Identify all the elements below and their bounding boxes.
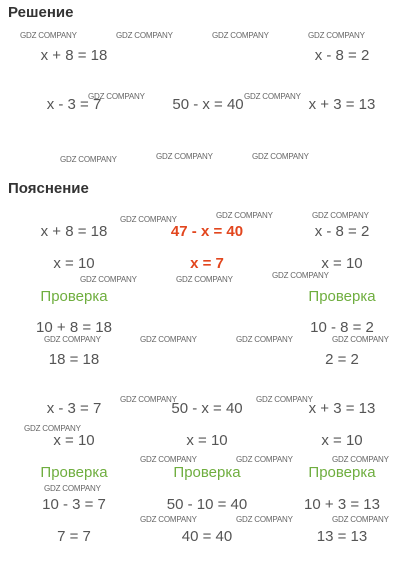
explanation-answer-right: x = 10 (321, 255, 363, 272)
watermark: GDZ COMPANY (312, 211, 369, 220)
watermark: GDZ COMPANY (256, 395, 313, 404)
check2-label-left: Проверка (40, 464, 108, 481)
check-eq-right: 10 - 8 = 2 (310, 319, 374, 336)
watermark: GDZ COMPANY (88, 92, 145, 101)
explanation2-eq-right: x + 3 = 13 (308, 400, 376, 417)
watermark: GDZ COMPANY (176, 275, 233, 284)
watermark: GDZ COMPANY (156, 152, 213, 161)
check2-label-right: Проверка (308, 464, 376, 481)
check-result-left: 18 = 18 (48, 351, 100, 368)
explanation-eq-middle: 47 - x = 40 (170, 223, 244, 240)
solution-eq-3: x - 3 = 7 (46, 96, 102, 113)
watermark: GDZ COMPANY (236, 455, 293, 464)
explanation2-eq-middle: 50 - x = 40 (171, 400, 243, 417)
watermark: GDZ COMPANY (332, 455, 389, 464)
watermark: GDZ COMPANY (60, 155, 117, 164)
watermark: GDZ COMPANY (140, 515, 197, 524)
watermark: GDZ COMPANY (332, 515, 389, 524)
explanation-answer-left: x = 10 (53, 255, 95, 272)
solution-eq-5: x + 3 = 13 (308, 96, 376, 113)
check2-result-right: 13 = 13 (316, 528, 368, 545)
watermark: GDZ COMPANY (120, 215, 177, 224)
watermark: GDZ COMPANY (44, 335, 101, 344)
explanation-heading: Пояснение (8, 180, 89, 197)
check2-eq-middle: 50 - 10 = 40 (166, 496, 248, 513)
watermark: GDZ COMPANY (236, 335, 293, 344)
watermark: GDZ COMPANY (272, 271, 329, 280)
check-eq-left: 10 + 8 = 18 (36, 319, 112, 336)
watermark: GDZ COMPANY (212, 31, 269, 40)
watermark: GDZ COMPANY (80, 275, 137, 284)
solution-heading: Решение (8, 4, 74, 21)
watermark: GDZ COMPANY (44, 484, 101, 493)
watermark: GDZ COMPANY (332, 335, 389, 344)
check-result-right: 2 = 2 (325, 351, 359, 368)
watermark: GDZ COMPANY (216, 211, 273, 220)
watermark: GDZ COMPANY (24, 424, 81, 433)
explanation2-answer-left: x = 10 (53, 432, 95, 449)
watermark: GDZ COMPANY (140, 335, 197, 344)
solution-eq-1: x + 8 = 18 (40, 47, 108, 64)
check2-eq-left: 10 - 3 = 7 (42, 496, 106, 513)
check-label-left: Проверка (40, 288, 108, 305)
watermark: GDZ COMPANY (120, 395, 177, 404)
check-label-right: Проверка (308, 288, 376, 305)
check2-result-middle: 40 = 40 (181, 528, 233, 545)
check2-eq-right: 10 + 3 = 13 (304, 496, 380, 513)
check2-result-left: 7 = 7 (57, 528, 91, 545)
watermark: GDZ COMPANY (20, 31, 77, 40)
watermark: GDZ COMPANY (308, 31, 365, 40)
solution-eq-2: x - 8 = 2 (314, 47, 370, 64)
watermark: GDZ COMPANY (116, 31, 173, 40)
check2-label-middle: Проверка (173, 464, 241, 481)
watermark: GDZ COMPANY (244, 92, 301, 101)
explanation-answer-middle: x = 7 (190, 255, 224, 272)
watermark: GDZ COMPANY (252, 152, 309, 161)
explanation-eq-left: x + 8 = 18 (40, 223, 108, 240)
solution-eq-4: 50 - x = 40 (172, 96, 244, 113)
explanation2-answer-middle: x = 10 (186, 432, 228, 449)
explanation2-answer-right: x = 10 (321, 432, 363, 449)
explanation-eq-right: x - 8 = 2 (314, 223, 370, 240)
watermark: GDZ COMPANY (236, 515, 293, 524)
watermark: GDZ COMPANY (140, 455, 197, 464)
explanation2-eq-left: x - 3 = 7 (46, 400, 102, 417)
